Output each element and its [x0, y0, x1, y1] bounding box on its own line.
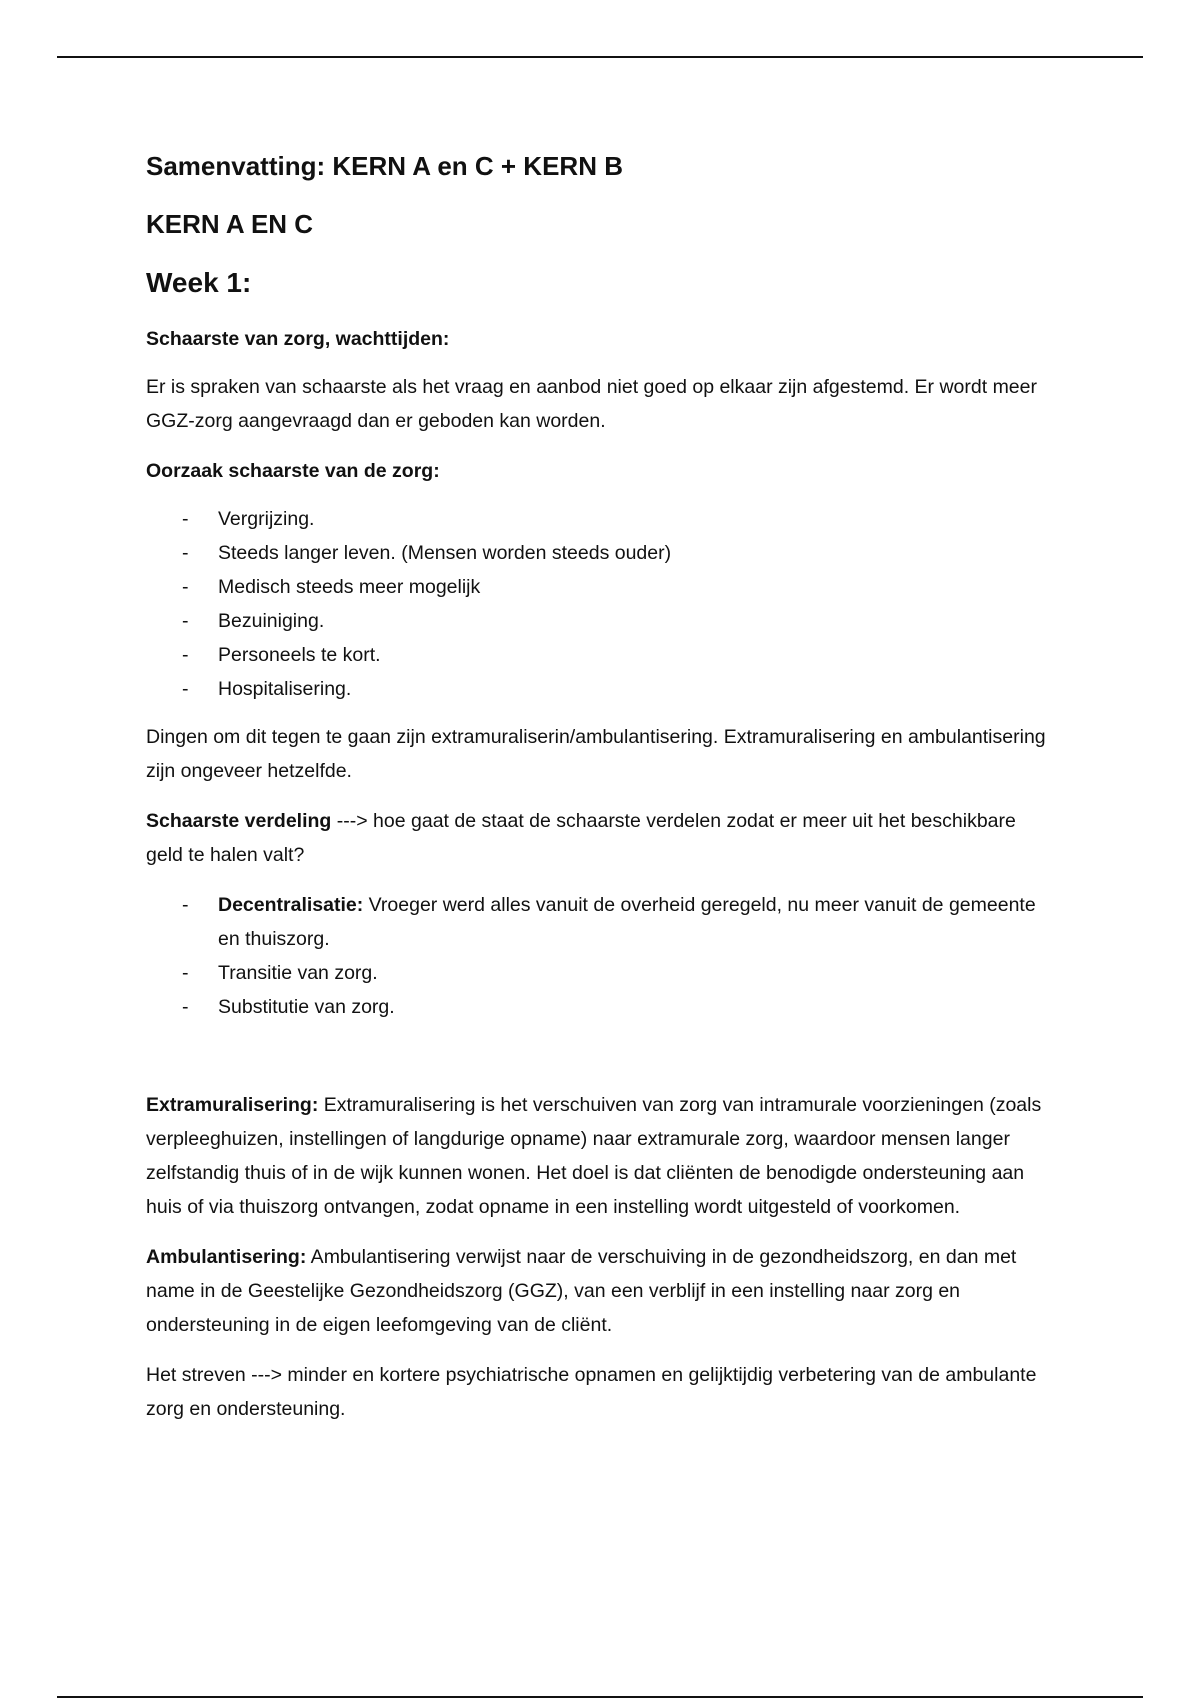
list-item [146, 956, 1046, 990]
list-item [146, 502, 1046, 536]
list-item [146, 570, 1046, 604]
text-extramuralisering: Extramuralisering is het verschuiven van zorg van intramurale voorzieningen (zoals verpleeghuizen, instellingen of langdurige opname) naar extramurale zorg, waardoor mensen langer zelfstandig thuis of in de wijk kunnen wonen. Het doel is dat cliënten de benodigde ondersteuning aan huis of via thuiszorg ontvangen, zodat opname in een instelling wordt uitgesteld of voorkomen. [146, 1094, 1042, 1218]
term-extramuralisering: Extramuralisering: [146, 1094, 319, 1116]
term-decentralisatie: Decentralisatie: [218, 894, 364, 916]
dash-bullet: - [182, 576, 189, 598]
text-schaarste-verdeling: ---> hoe gaat de staat de schaarste verdelen zodat er meer uit het beschikbare geld te halen valt? [146, 810, 1016, 866]
list-item-text: Bezuiniging. [218, 610, 325, 632]
blank-line [146, 1038, 1046, 1088]
list-item [146, 672, 1046, 706]
subheading-schaarste: Schaarste van zorg, wachttijden: [146, 328, 450, 350]
section-heading: KERN A EN C [146, 209, 314, 239]
paragraph-extramuralisering [146, 1088, 1046, 1224]
bottom-rule [57, 1696, 1143, 1698]
dash-bullet: - [182, 894, 189, 916]
list-item-text: Medisch steeds meer mogelijk [218, 576, 481, 598]
subheading-oorzaak: Oorzaak schaarste van de zorg: [146, 460, 440, 482]
list-item [146, 990, 1046, 1024]
text-ambulantisering: Ambulantisering verwijst naar de verschuiving in de gezondheidszorg, en dan met name in de Geestelijke Gezondheidszorg (GGZ), van een verblijf in een instelling naar zorg en ondersteuning in de eigen leefomgeving van de cliënt. [146, 1246, 1017, 1336]
list-item-text: Steeds langer leven. (Mensen worden steeds ouder) [218, 542, 672, 564]
paragraph-het-streven: Het streven ---> minder en kortere psychiatrische opnamen en gelijktijdig verbetering van de ambulante zorg en ondersteuning. [146, 1364, 1037, 1420]
term-schaarste-verdeling: Schaarste verdeling [146, 810, 332, 832]
top-rule [57, 56, 1143, 58]
list-item [146, 536, 1046, 570]
term-ambulantisering: Ambulantisering: [146, 1246, 307, 1268]
dash-bullet: - [182, 542, 189, 564]
list-item-text: Personeels te kort. [218, 644, 381, 666]
dash-bullet: - [182, 644, 189, 666]
paragraph-ambulantisering [146, 1240, 1046, 1342]
document-body [146, 148, 1046, 1442]
list-item [146, 888, 1046, 956]
measures-list [146, 888, 1046, 1024]
list-item [146, 604, 1046, 638]
dash-bullet: - [182, 678, 189, 700]
document-title: Samenvatting: KERN A en C + KERN B [146, 151, 623, 181]
dash-bullet: - [182, 610, 189, 632]
list-item-text: Substitutie van zorg. [218, 996, 395, 1018]
list-item [146, 638, 1046, 672]
paragraph-schaarste-verdeling [146, 804, 1046, 872]
dash-bullet: - [182, 996, 189, 1018]
causes-list [146, 502, 1046, 706]
week-heading: Week 1: [146, 267, 252, 298]
paragraph-schaarste: Er is spraken van schaarste als het vraag en aanbod niet goed op elkaar zijn afgestemd. Er wordt meer GGZ-zorg aangevraagd dan er geboden kan worden. [146, 376, 1037, 432]
list-item-text: Transitie van zorg. [218, 962, 378, 984]
dash-bullet: - [182, 508, 189, 530]
dash-bullet: - [182, 962, 189, 984]
paragraph-counter-measures: Dingen om dit tegen te gaan zijn extramuraliserin/ambulantisering. Extramuralisering en ambulantisering zijn ongeveer hetzelfde. [146, 726, 1046, 782]
text-decentralisatie: Vroeger werd alles vanuit de overheid geregeld, nu meer vanuit de gemeente en thuiszorg. [218, 894, 1036, 950]
list-item-text: Hospitalisering. [218, 678, 352, 700]
list-item-text: Vergrijzing. [218, 508, 315, 530]
